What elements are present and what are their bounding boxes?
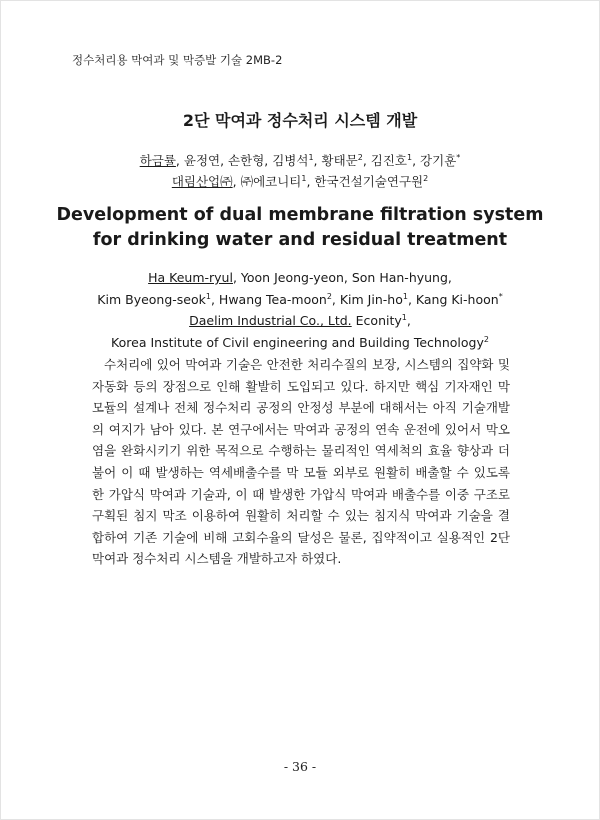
affiliation-mark: 2 <box>357 152 363 162</box>
page-number: - 36 - <box>283 759 317 774</box>
english-authors-text: , Hwang Tea-moon <box>210 291 327 307</box>
english-authors-text: Kim Byeong-seok <box>97 291 206 307</box>
english-authors-text: , Yoon Jeong-yeon, Son Han-hyung, <box>232 270 452 285</box>
english-authors <box>0 267 600 353</box>
korean-lead-author: 하금률 <box>139 153 176 168</box>
english-affiliation-line-2 <box>0 332 600 354</box>
abstract <box>92 354 510 570</box>
korean-title: 2단 막여과 정수처리 시스템 개발 <box>182 111 418 130</box>
affiliation-mark: 2 <box>326 291 332 301</box>
korean-lead-affiliation: 대림산업㈜ <box>171 174 233 189</box>
english-affiliation-text: Korea Institute of Civil engineering and Building Technology <box>111 334 484 350</box>
english-affiliation-text: , <box>406 313 411 328</box>
english-author-line-2 <box>0 289 600 311</box>
korean-authors <box>0 150 600 192</box>
korean-authors-text: , 황태문 <box>313 153 358 168</box>
affiliation-mark: 1 <box>308 152 314 162</box>
korean-affiliation-text: , ㈜에코니티 <box>232 174 302 189</box>
affiliation-mark: 1 <box>301 173 307 183</box>
korean-authors-text: , 강기훈 <box>412 153 457 168</box>
korean-authors-text: , 윤정연, 손한형, 김병석 <box>175 153 309 168</box>
english-author-line-1 <box>0 267 600 289</box>
affiliation-mark: 1 <box>401 312 407 322</box>
affiliation-mark: 1 <box>402 291 408 301</box>
english-authors-text: , Kang Ki-hoon <box>407 291 499 307</box>
korean-affiliation-line <box>0 171 600 192</box>
abstract-paragraph: 수처리에 있어 막여과 기술은 안전한 처리수질의 보장, 시스템의 집약화 및 자동화 등의 장점으로 인해 활발히 도입되고 있다. 하지만 핵심 기자재인 막 모듈의 설계나 전체 정수처리 공정의 안정성 부분에 대해서는 아직 기술개발의 여지가 남아 있다. 본 연구에서는 막여과 공정의 연속 운전에 있어서 막오염을 완화시키기 위한 목적으로 수행하는 물리적인 역세척의 효율 향상과 더불어 이 때 발생하는 역세배출수를 막 모듈 외부로 원활히 배출할 수 있도록 한 가압식 막여과 기술과, 이 때 발생한 가압식 막여과 배출수를 이중 구조로 구획된 침지 막조 이용하여 원활히 처리할 수 있는 침지식 막여과 기술을 결합하여 기존 기술에 비해 고회수율의 달성은 물론, 집약적이고 실용적인 2단 막여과 정수처리 시스템을 개발하고자 하였다. <box>92 357 510 567</box>
english-title-line-2: for drinking water and residual treatment <box>92 230 508 250</box>
english-title <box>0 203 600 253</box>
english-lead-author: Ha Keum-ryul <box>148 270 233 285</box>
english-authors-text: , Kim Jin-ho <box>331 291 403 307</box>
english-title-line-1: Development of dual membrane filtration system <box>56 205 544 225</box>
corresponding-mark: * <box>456 152 461 162</box>
corresponding-mark: * <box>498 291 503 301</box>
running-header: 정수처리용 막여과 및 막증발 기술 2MB-2 <box>72 53 283 67</box>
affiliation-mark: 1 <box>205 291 211 301</box>
english-lead-affiliation: Daelim Industrial Co., Ltd. <box>189 313 352 328</box>
english-affiliation-line-1 <box>0 310 600 332</box>
korean-authors-text: , 김진호 <box>362 153 408 168</box>
korean-affiliation-text: , 한국건설기술연구원 <box>306 174 424 189</box>
english-affiliation-text: Econity <box>351 313 402 328</box>
affiliation-mark: 1 <box>407 152 413 162</box>
korean-author-line-1 <box>0 150 600 171</box>
affiliation-mark: 2 <box>423 173 429 183</box>
affiliation-mark: 2 <box>483 334 489 344</box>
